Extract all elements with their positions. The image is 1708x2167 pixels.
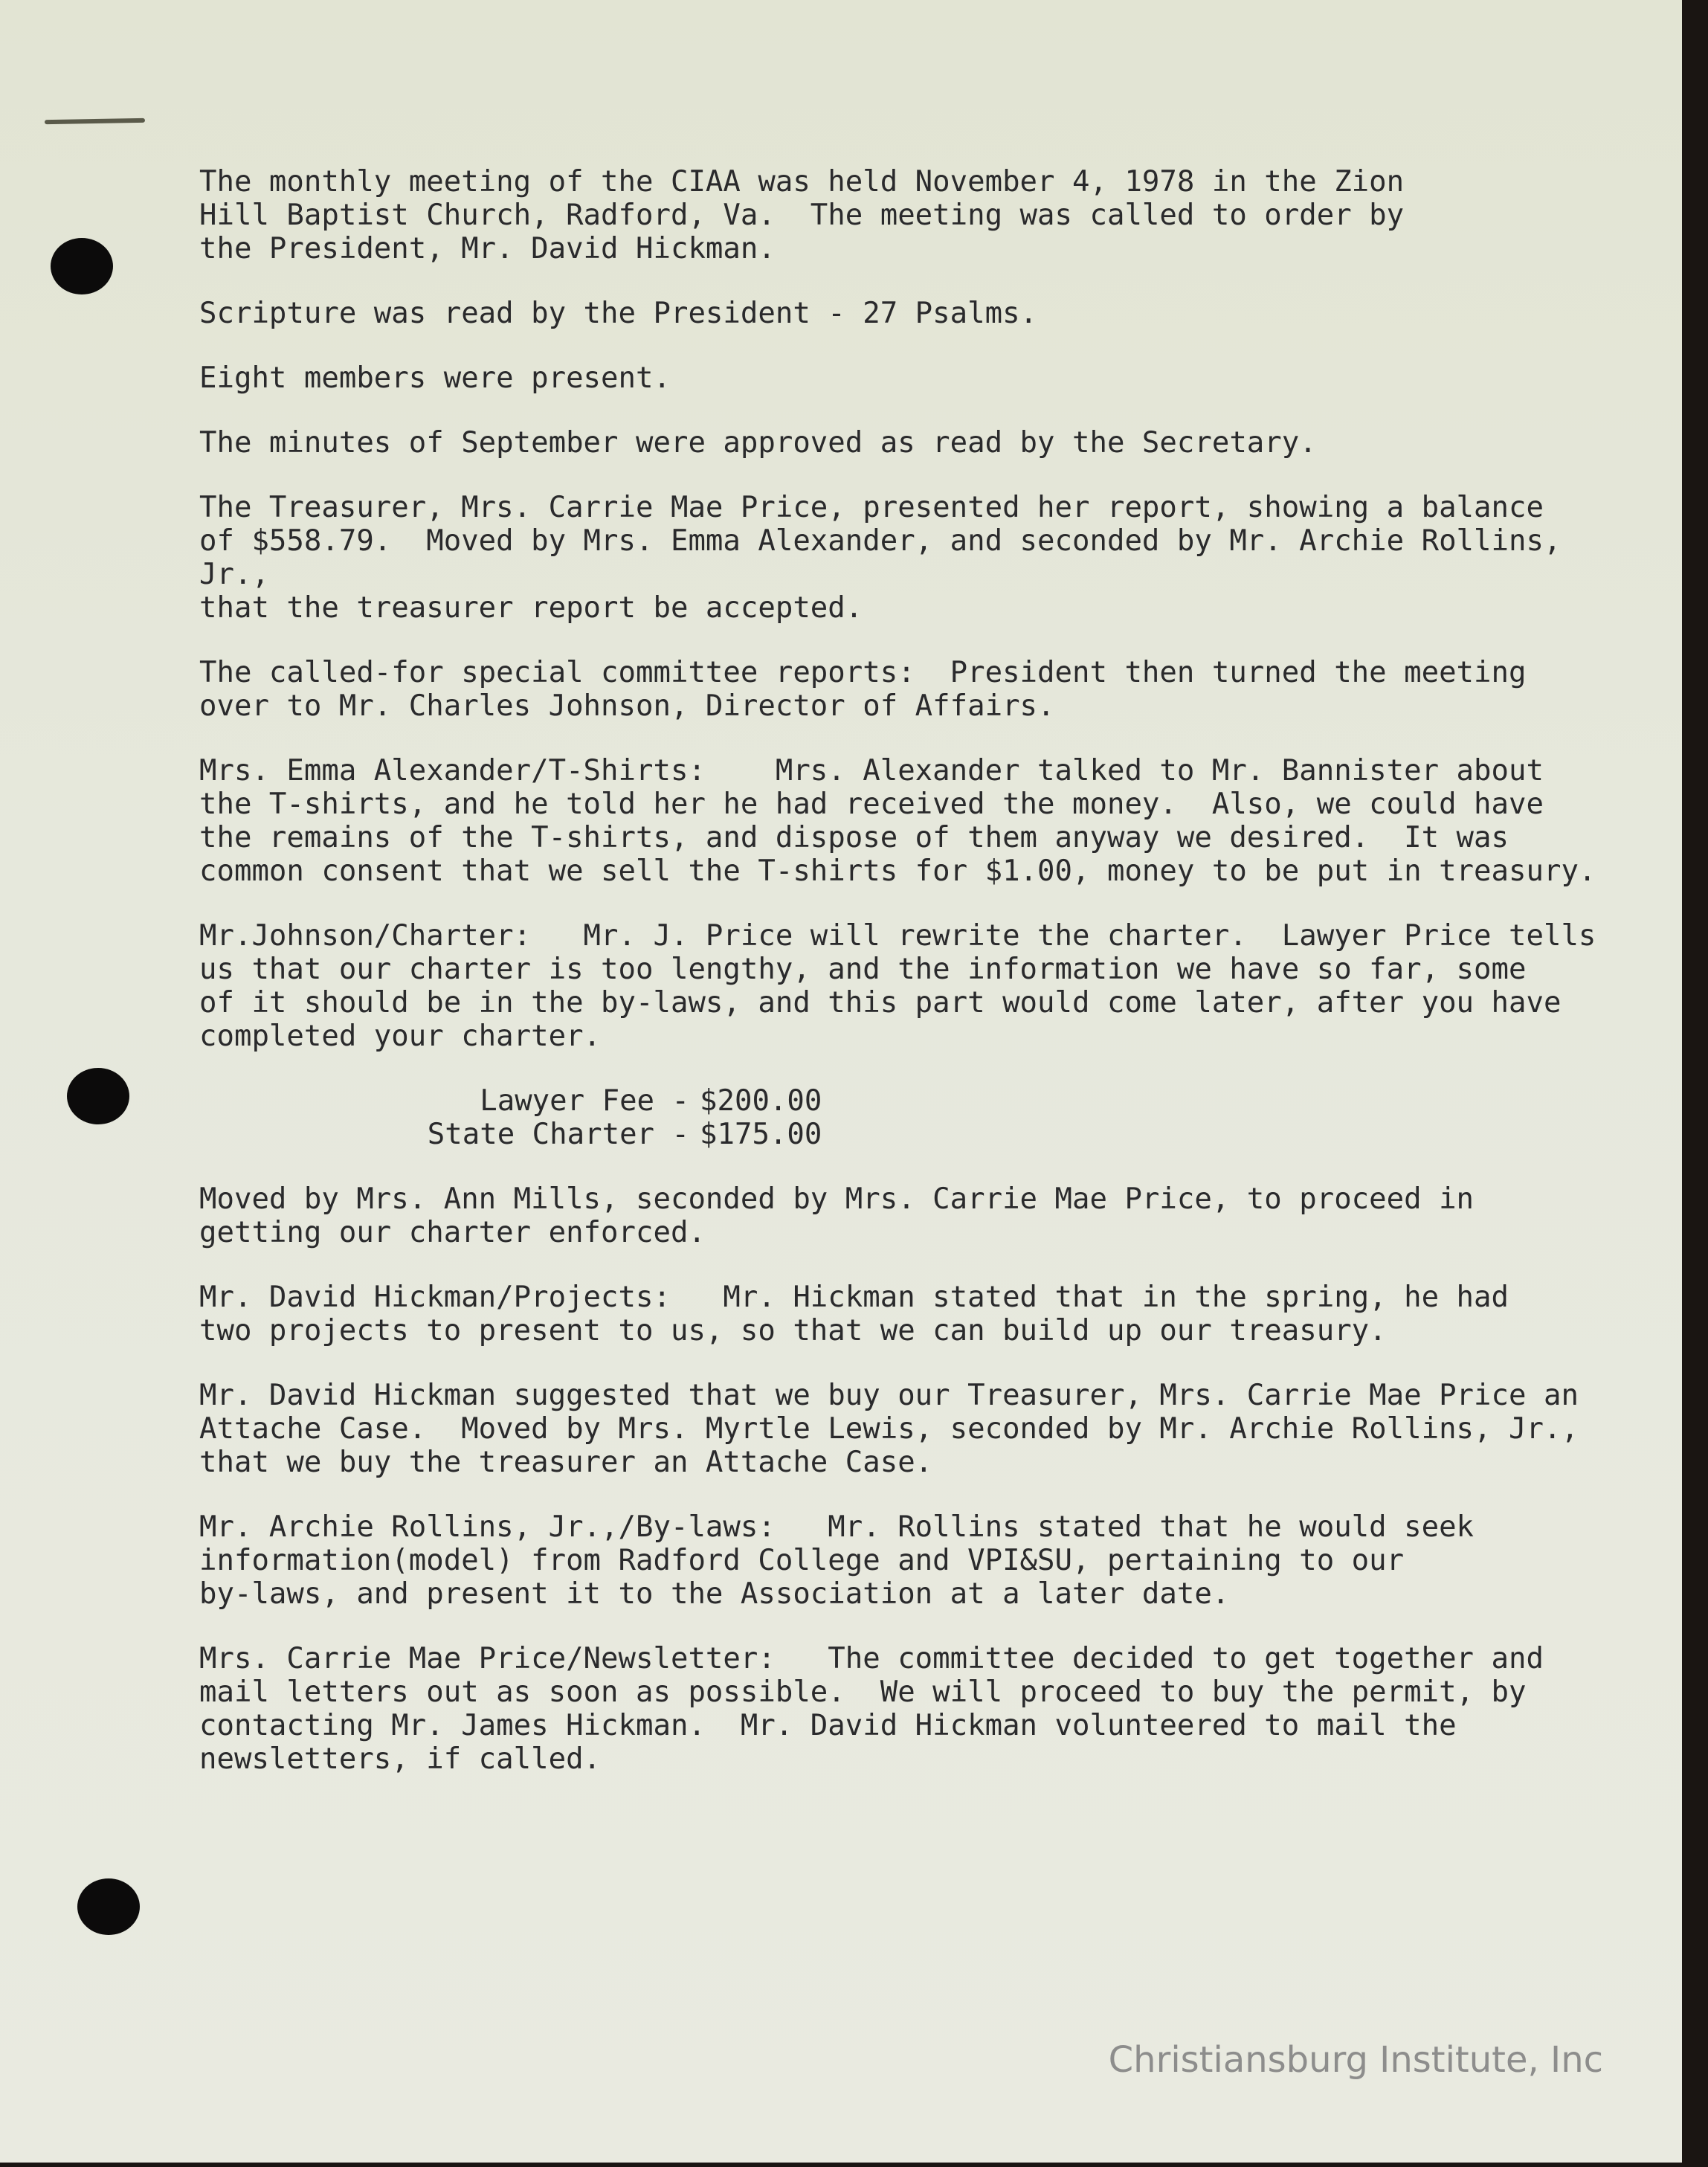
paragraph-minutes-approval: The minutes of September were approved as read by the Secretary.	[199, 426, 1317, 460]
fee-list	[199, 1084, 1597, 1151]
fee-row-state-charter	[199, 1118, 1597, 1151]
punch-hole-top	[51, 238, 113, 294]
paragraph-scripture: Scripture was read by the President - 27 Psalms.	[199, 297, 1038, 330]
punch-hole-middle	[67, 1068, 129, 1124]
paragraph-t-shirts: Mrs. Emma Alexander/T-Shirts: Mrs. Alexander talked to Mr. Bannister about the T-shirts, and he told her he had received the money. Also, we could have the remains of the T-shirts, and dispose of them anyway we desired. It was common consent that we sell the T-shirts for $1.00, money to be put in treasury.	[199, 754, 1596, 888]
paragraph-attache-case: Mr. David Hickman suggested that we buy our Treasurer, Mrs. Carrie Mae Price an Attache Case. Moved by Mrs. Myrtle Lewis, seconded by Mr. Archie Rollins, Jr., that we buy the treasurer an Attache Case.	[199, 1379, 1579, 1479]
paragraph-meeting-opening: The monthly meeting of the CIAA was held November 4, 1978 in the Zion Hill Baptist Church, Radford, Va. The meeting was called to order by the President, Mr. David Hickman.	[199, 165, 1405, 265]
watermark: Christiansburg Institute, Inc	[1108, 2039, 1603, 2081]
paragraph-projects: Mr. David Hickman/Projects: Mr. Hickman stated that in the spring, he had two projects to present to us, so that we can build up our treasury.	[199, 1281, 1509, 1347]
paragraph-attendance: Eight members were present.	[199, 361, 671, 395]
paper-crease	[45, 118, 145, 124]
paragraph-committee-reports: The called-for special committee reports: President then turned the meeting over to Mr. Charles Johnson, Director of Affairs.	[199, 656, 1527, 723]
fee-amount: $200.00	[700, 1084, 822, 1118]
paragraph-charter: Mr.Johnson/Charter: Mr. J. Price will rewrite the charter. Lawyer Price tells us that our charter is too lengthy, and the information we have so far, some of it should be in the by-laws, and this part would come later, after you have completed your charter.	[199, 919, 1596, 1053]
fee-label: Lawyer Fee -	[480, 1084, 689, 1118]
fee-row-lawyer	[199, 1084, 1597, 1118]
fee-amount: $175.00	[700, 1118, 822, 1151]
meeting-minutes	[199, 165, 1597, 1807]
paragraph-charter-motion: Moved by Mrs. Ann Mills, seconded by Mrs. Carrie Mae Price, to proceed in getting our charter enforced.	[199, 1182, 1475, 1249]
punch-hole-bottom	[77, 1878, 140, 1935]
paragraph-by-laws: Mr. Archie Rollins, Jr.,/By-laws: Mr. Rollins stated that he would seek information(model) from Radford College and VPI&SU, pertaining to our by-laws, and present it to the Association at a later date.	[199, 1510, 1475, 1611]
paragraph-newsletter: Mrs. Carrie Mae Price/Newsletter: The committee decided to get together and mail letters out as soon as possible. We will proceed to buy the permit, by contacting Mr. James Hickman. Mr. David Hickman volunteered to mail the newsletters, if called.	[199, 1642, 1544, 1776]
paragraph-treasurer-report: The Treasurer, Mrs. Carrie Mae Price, presented her report, showing a balance of $558.79. Moved by Mrs. Emma Alexander, and seconded by Mr. Archie Rollins, Jr., that the treasurer report be accepted.	[199, 491, 1562, 625]
fee-label: State Charter -	[427, 1118, 689, 1151]
